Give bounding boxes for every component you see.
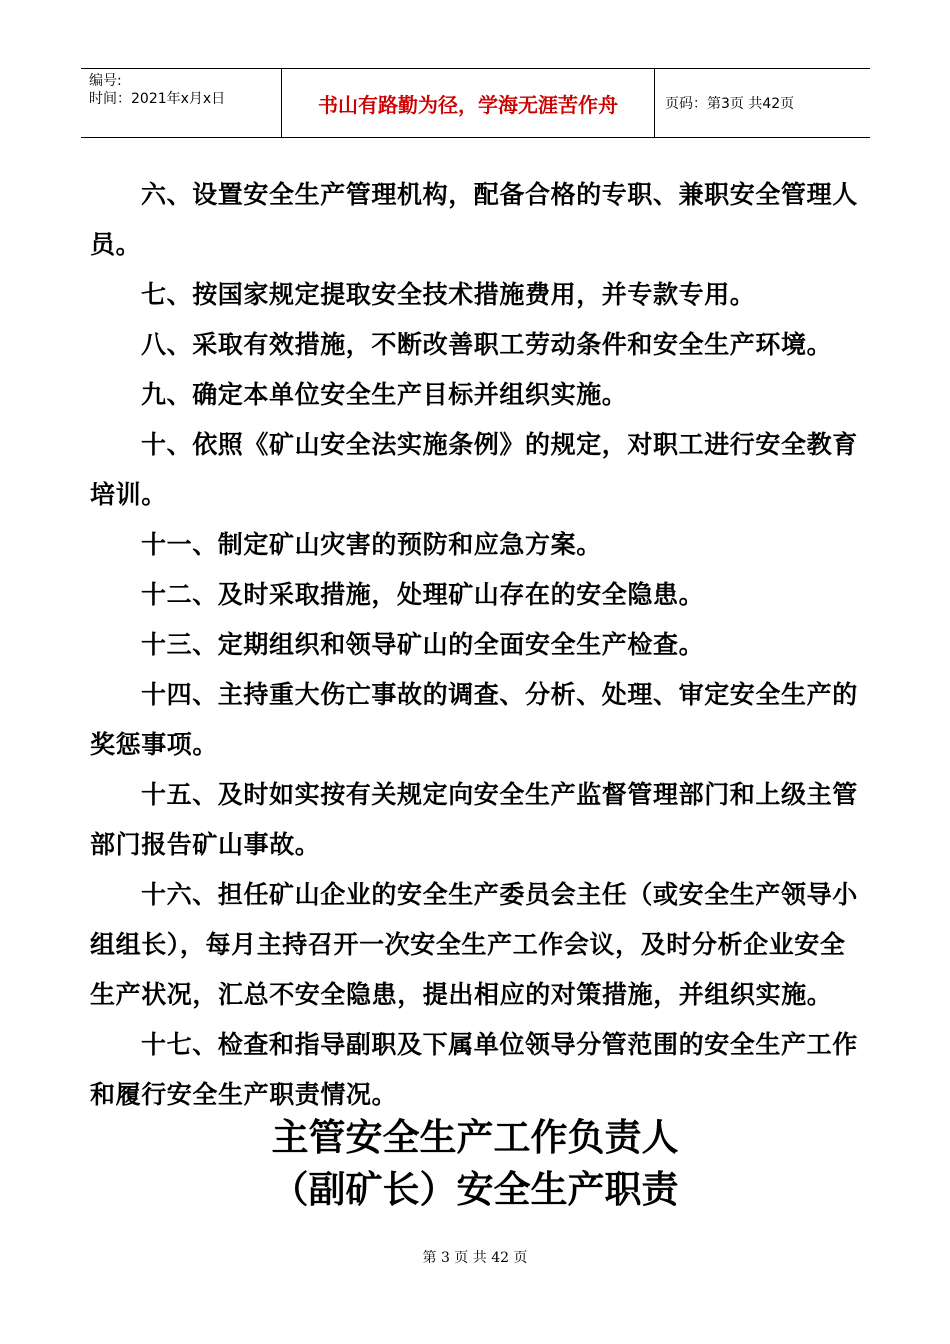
header-motto-cell — [282, 69, 655, 137]
header-motto: 书山有路勤为径，学海无涯苦作舟 — [318, 92, 618, 117]
document-number-label: 编号: — [89, 73, 122, 89]
paragraph-8: 八、采取有效措施，不断改善职工劳动条件和安全生产环境。 — [141, 330, 833, 359]
header-page-info: 页码：第3页 共42页 — [665, 96, 795, 112]
paragraph-15: 十五、及时如实按有关规定向安全生产监督管理部门和上级主管部门报告矿山事故。 — [90, 780, 858, 859]
header-page-info-cell — [655, 69, 870, 137]
page-footer: 第 3 页 共 42 页 — [422, 1250, 528, 1266]
paragraph-7: 七、按国家规定提取安全技术措施费用，并专款专用。 — [141, 280, 756, 309]
paragraph-13: 十三、定期组织和领导矿山的全面安全生产检查。 — [141, 630, 705, 659]
header-meta — [81, 69, 282, 137]
paragraph-6: 六、设置安全生产管理机构，配备合格的专职、兼职安全管理人员。 — [90, 180, 858, 259]
paragraph-10: 十、依照《矿山安全法实施条例》的规定，对职工进行安全教育培训。 — [90, 430, 858, 509]
paragraph-9: 九、确定本单位安全生产目标并组织实施。 — [141, 380, 628, 409]
paragraph-16: 十六、担任矿山企业的安全生产委员会主任（或安全生产领导小组组长），每月主持召开一次安全生产工作会议，及时分析企业安全生产状况，汇总不安全隐患，提出相应的对策措施，并组织实施。 — [90, 880, 858, 1009]
paragraph-11: 十一、制定矿山灾害的预防和应急方案。 — [141, 530, 602, 559]
paragraph-12: 十二、及时采取措施，处理矿山存在的安全隐患。 — [141, 580, 705, 609]
section-title-line-2: （副矿长）安全生产职责 — [271, 1168, 679, 1211]
section-title-line-1: 主管安全生产工作负责人 — [271, 1116, 679, 1159]
page-header — [81, 68, 870, 138]
document-body — [90, 170, 860, 1120]
paragraph-17: 十七、检查和指导副职及下属单位领导分管范围的安全生产工作和履行安全生产职责情况。 — [90, 1030, 858, 1109]
paragraph-14: 十四、主持重大伤亡事故的调查、分析、处理、审定安全生产的奖惩事项。 — [90, 680, 858, 759]
document-time-label: 时间：2021年x月x日 — [89, 91, 226, 107]
